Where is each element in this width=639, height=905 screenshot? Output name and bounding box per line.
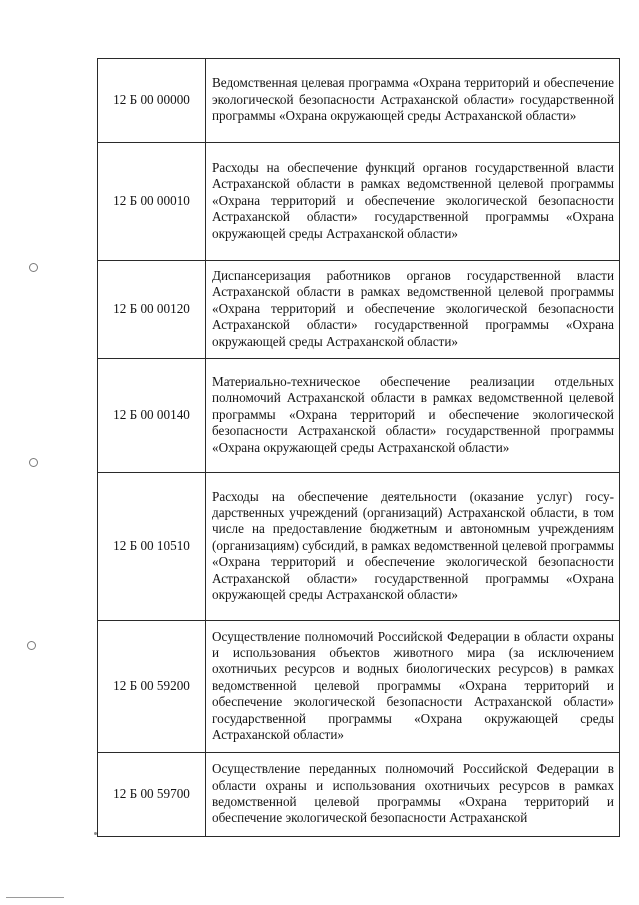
target-article-code: 12 Б 00 00000 — [98, 59, 206, 143]
table-row — [98, 359, 620, 473]
target-article-code: 12 Б 00 59700 — [98, 753, 206, 837]
target-article-code: 12 Б 00 00140 — [98, 359, 206, 473]
table-row — [98, 261, 620, 359]
target-article-description: Расходы на обеспечение деятельности (оказание услуг) государственных учреждений (организаций) Астраханской области, в том числе на предоставление бюджетным и автономным учреждениям (организациям) субсидий, в рамках ведомственной целевой программы «Охрана территорий и обеспечение экологической безопасности Астраханской области» государственной программы «Охрана окружающей среды Астраханской области» — [206, 473, 620, 621]
table-row — [98, 59, 620, 143]
budget-classification-table — [97, 58, 620, 837]
target-article-description: Осуществление переданных полномочий Российской Федерации в области охраны и использования охотничьих ресурсов в рамках ведомственной целевой программы «Охрана территорий и обеспечение экологической безопасности Астраханской — [206, 753, 620, 837]
table-row — [98, 621, 620, 753]
target-article-description: Расходы на обеспечение функций органов государственной власти Астраханской области в рамках ведомственной целевой программы «Охрана территорий и обеспечение экологической безопасности Астраханской области» государственной программы «Охрана окружающей среды Астраханской области» — [206, 143, 620, 261]
punch-hole-icon — [27, 641, 36, 650]
target-article-code: 12 Б 00 00120 — [98, 261, 206, 359]
target-article-description: Диспансеризация работников органов государственной власти Астраханской области в рамках ведомственной целевой программы «Охрана территорий и обеспечение экологической безопасности Астраханской области» государственной программы «Охрана окружающей среды Астраханской области» — [206, 261, 620, 359]
target-article-code: 12 Б 00 00010 — [98, 143, 206, 261]
target-article-description: Материально-техническое обеспечение реализации отдельных полномочий Астраханской области в рамках ведомственной целевой программы «Охрана территорий и обеспечение экологической безопасности Астраханской области» государственной программы «Охрана окружающей среды Астраханской области» — [206, 359, 620, 473]
target-article-code: 12 Б 00 10510 — [98, 473, 206, 621]
punch-hole-icon — [29, 263, 38, 272]
target-article-code: 12 Б 00 59200 — [98, 621, 206, 753]
punch-hole-icon — [29, 458, 38, 467]
table-row — [98, 473, 620, 621]
target-article-description: Ведомственная целевая программа «Охрана территорий и обеспечение экологической безопасности Астраханской области» государственной программы «Охрана окружающей среды Астраханской области» — [206, 59, 620, 143]
footer-rule — [6, 897, 64, 898]
table-row — [98, 753, 620, 837]
table-row — [98, 143, 620, 261]
target-article-description: Осуществление полномочий Российской Федерации в области охраны и использования объектов животного мира (за исключением охотничьих ресурсов и водных биологических ресурсов) в рамках ведомственной целевой программы «Охрана территорий и обеспечение экологической безопасности Астраханской области» государственной программы «Охрана окружающей среды Астраханской области» — [206, 621, 620, 753]
